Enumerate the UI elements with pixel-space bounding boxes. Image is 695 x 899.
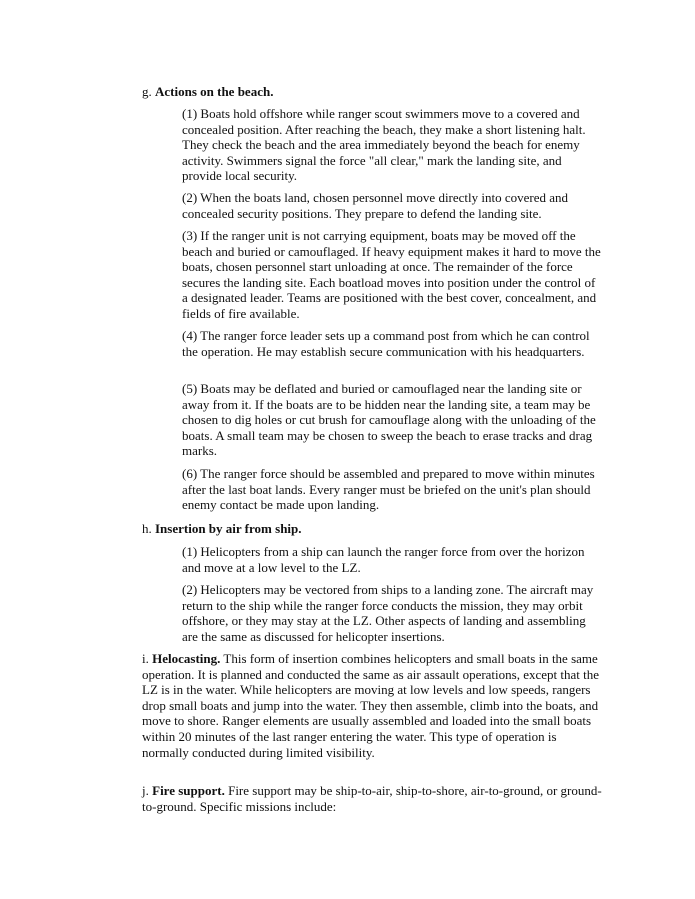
section-i-label: i.	[142, 651, 149, 666]
section-g-title: Actions on the beach.	[155, 84, 274, 99]
section-h-label: h.	[142, 521, 152, 536]
section-g-label: g.	[142, 84, 152, 99]
section-h-paragraph-2: (2) Helicopters may be vectored from ships to a landing zone. The aircraft may return to the ship while the ranger force conducts the mission, they may orbit offshore, or they may stay at the LZ. Other aspects of landing and assembling are the same as discussed for helicopter insertions.	[182, 582, 594, 644]
section-g-paragraph-6: (6) The ranger force should be assembled and prepared to move within minutes after the last boat lands. Every ranger must be briefed on the unit's plan should enemy contact be made upon landing.	[182, 466, 595, 513]
section-g-paragraph-1: (1) Boats hold offshore while ranger scout swimmers move to a covered and concealed position. After reaching the beach, they make a short listening halt. They check the beach and the area immediately beyond the beach for enemy activity. Swimmers signal the force "all clear," mark the landing site, and provide local security.	[182, 106, 586, 184]
section-i-text: This form of insertion combines helicopters and small boats in the same operation. It is planned and conducted the same as air assault operations, except that the LZ is in the water. While helicopters are moving at low levels and low speeds, rangers drop small boats and jump into the water. They then assemble, climb into the boats, and move to shore. Ranger elements are usually assembled and loaded into the small boats within 20 minutes of the last ranger entering the water. This type of operation is normally conducted during limited visibility.	[142, 651, 600, 760]
section-j-text: Fire support may be ship-to-air, ship-to-shore, air-to-ground, or ground-to-ground. Specific missions include:	[142, 783, 602, 814]
section-g-heading	[142, 84, 602, 100]
section-g-paragraph-5: (5) Boats may be deflated and buried or camouflaged near the landing site or away from it. If the boats are to be hidden near the landing site, a team may be chosen to dig holes or cut brush for camouflage along with the unloading of the boats. A small team may be chosen to sweep the beach to erase tracks and drag marks.	[182, 381, 596, 459]
section-g-paragraph-2: (2) When the boats land, chosen personnel move directly into covered and concealed security positions. They prepare to defend the landing site.	[182, 190, 569, 221]
section-j-title: Fire support.	[152, 783, 225, 798]
section-h-heading	[142, 521, 602, 537]
section-i-paragraph	[142, 651, 602, 760]
section-i-title: Helocasting.	[152, 651, 221, 666]
section-g-paragraph-3: (3) If the ranger unit is not carrying equipment, boats may be moved off the beach and buried or camouflaged. If heavy equipment makes it hard to move the boats, chosen personnel start unloading at once. The remainder of the force secures the landing site. Each boatload moves into position under the control of a designated leader. Teams are positioned with the best cover, concealment, and fields of fire available.	[182, 228, 601, 321]
section-h-paragraph-1: (1) Helicopters from a ship can launch the ranger force from over the horizon and move at a low level to the LZ.	[182, 544, 585, 575]
section-h-title: Insertion by air from ship.	[155, 521, 302, 536]
section-j-label: j.	[142, 783, 149, 798]
section-j-paragraph	[142, 783, 602, 814]
section-g-paragraph-4: (4) The ranger force leader sets up a command post from which he can control the operation. He may establish secure communication with his headquarters.	[182, 328, 590, 359]
